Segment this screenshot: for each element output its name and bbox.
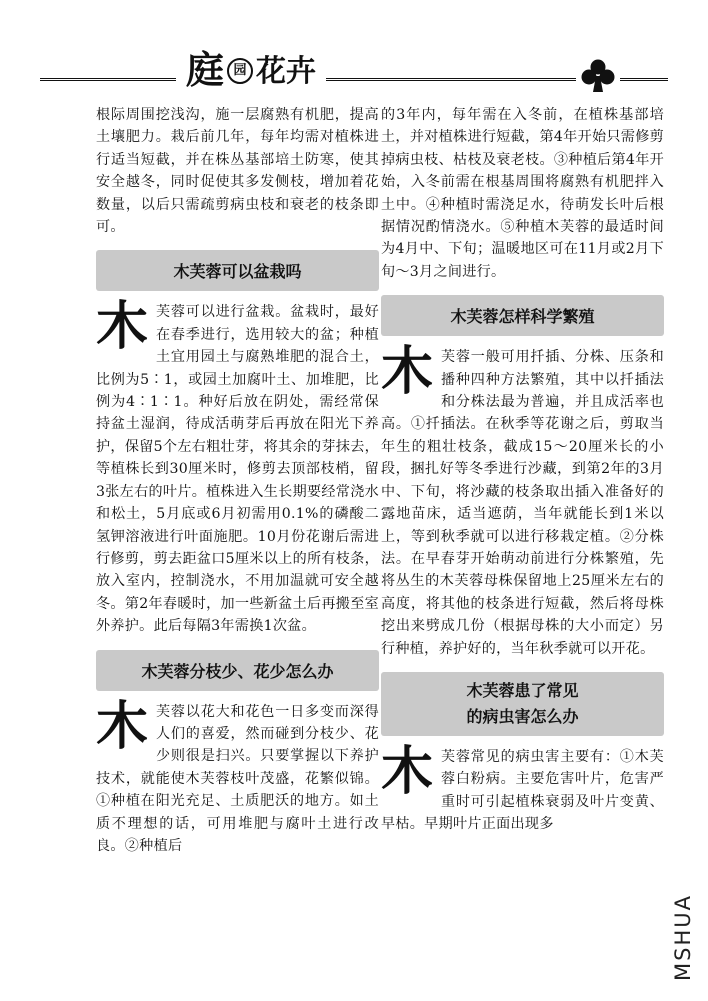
masthead-char-huahui: 花卉 — [256, 54, 317, 89]
paragraph-continued: 根际周围挖浅沟，施一层腐熟有机肥，提高土壤肥力。栽后前几年，每年均需对植株进行适当短截，并在株丛基部培土防寒，使其安全越冬，同时促使其多发侧枝，增加着花数量，以后只需疏剪病虫枝和衰老的枝条即可。 — [96, 107, 379, 236]
paragraph-few-branches — [96, 696, 379, 858]
paragraph-text: 芙蓉常见的病虫害主要有：①木芙蓉白粉病。主要危害叶片，危害严重时可引起植株衰弱及叶片变黄、早枯。早期叶片正面出现多 — [381, 748, 664, 833]
heading-pests — [381, 672, 664, 736]
paragraph-text: 芙蓉一般可用扦插、分株、压条和播种四种方法繁殖，其中以扦插法和分株法最为普遍，并且成活率也高。①扦插法。在秋季等花谢之后，剪取当年生的粗壮枝条，截成15～20厘米长的小段，捆扎好等冬季进行沙藏，到第2年的3月中、下旬，将沙藏的枝条取出插入准备好的露地苗床，适当遮荫，当年就能长到1米以上，等到秋季就可以进行移栽定植。②分株法。在早春芽开始萌动前进行分株繁殖，先将丛生的木芙蓉母株保留地上25厘米左右的高度，将其他的枝条进行短截，然后将母株挖出来劈成几份（根据母株的大小而定）另行种植，养护好的，当年秋季就可以开花。 — [381, 349, 664, 657]
header-rule — [40, 78, 668, 81]
masthead-char-yuan: 园 — [227, 58, 253, 84]
heading-propagation: 木芙蓉怎样科学繁殖 — [381, 295, 664, 336]
paragraph-pests — [381, 741, 664, 836]
heading-few-branches: 木芙蓉分枝少、花少怎么办 — [96, 650, 379, 691]
dropcap: 木 — [96, 696, 149, 757]
dropcap: 木 — [381, 342, 434, 403]
watermark: MSHUA — [671, 894, 695, 982]
club-icon — [576, 54, 620, 98]
right-column — [381, 104, 664, 836]
paragraph-text: 芙蓉以花大和花色一日多变而深得人们的喜爱，然而碰到分枝少、花少则很是扫兴。只要掌握以下养护技术，就能使木芙蓉枝叶茂盛，花繁似锦。①种植在阳光充足、土质肥沃的地方。如土质不理想的话，可用堆肥与腐叶土进行改良。②种植后 — [96, 703, 379, 854]
heading-potted: 木芙蓉可以盆栽吗 — [96, 250, 379, 291]
masthead-char-ting: 庭 — [186, 47, 225, 92]
paragraph-propagation — [381, 342, 664, 660]
paragraph-text: 芙蓉可以进行盆栽。盆栽时，最好在春季进行，选用较大的盆；种植土宜用园土与腐熟堆肥的混合土，比例为5∶1，或园土加腐叶土、加堆肥，比例为4∶1∶1。种好后放在阴处，需经常保持盆土湿润，待成活萌芽后再放在阳光下养护，保留5个左右粗壮芽，将其余的芽抹去，等植株长到30厘米时，修剪去顶部枝梢，留3张左右的叶片。植株进入生长期要经常浇水和松土，5月底或6月初需用0.1%的磷酸二氢钾溶液进行叶面施肥。10月份花谢后需进行修剪，剪去距盆口5厘米以上的所有枝条，放入室内，控制浇水，不用加温就可安全越冬。第2年春暖时，加一些新盆土后再搬至室外养护。此后每隔3年需换1次盆。 — [96, 304, 379, 635]
dropcap: 木 — [381, 741, 434, 802]
left-column — [96, 104, 379, 857]
dropcap: 木 — [96, 297, 149, 358]
heading-line: 木芙蓉患了常见 — [466, 680, 579, 700]
page-header — [0, 0, 708, 112]
paragraph-potted — [96, 297, 379, 637]
heading-line: 的病虫害怎么办 — [466, 706, 579, 726]
paragraph-continued: 的3年内，每年需在入冬前，在植株基部培土，并对植株进行短截，第4年开始只需修剪掉病虫枝、枯枝及衰老枝。③种植后第4年开始，入冬前需在根基周围将腐熟有机肥拌入土中。④种植时需浇足水，待萌发长叶后根据情况酌情浇水。⑤种植木芙蓉的最适时间为4月中、下旬；温暖地区可在11月或2月下旬～3月之间进行。 — [381, 107, 664, 280]
section-masthead — [176, 46, 326, 94]
